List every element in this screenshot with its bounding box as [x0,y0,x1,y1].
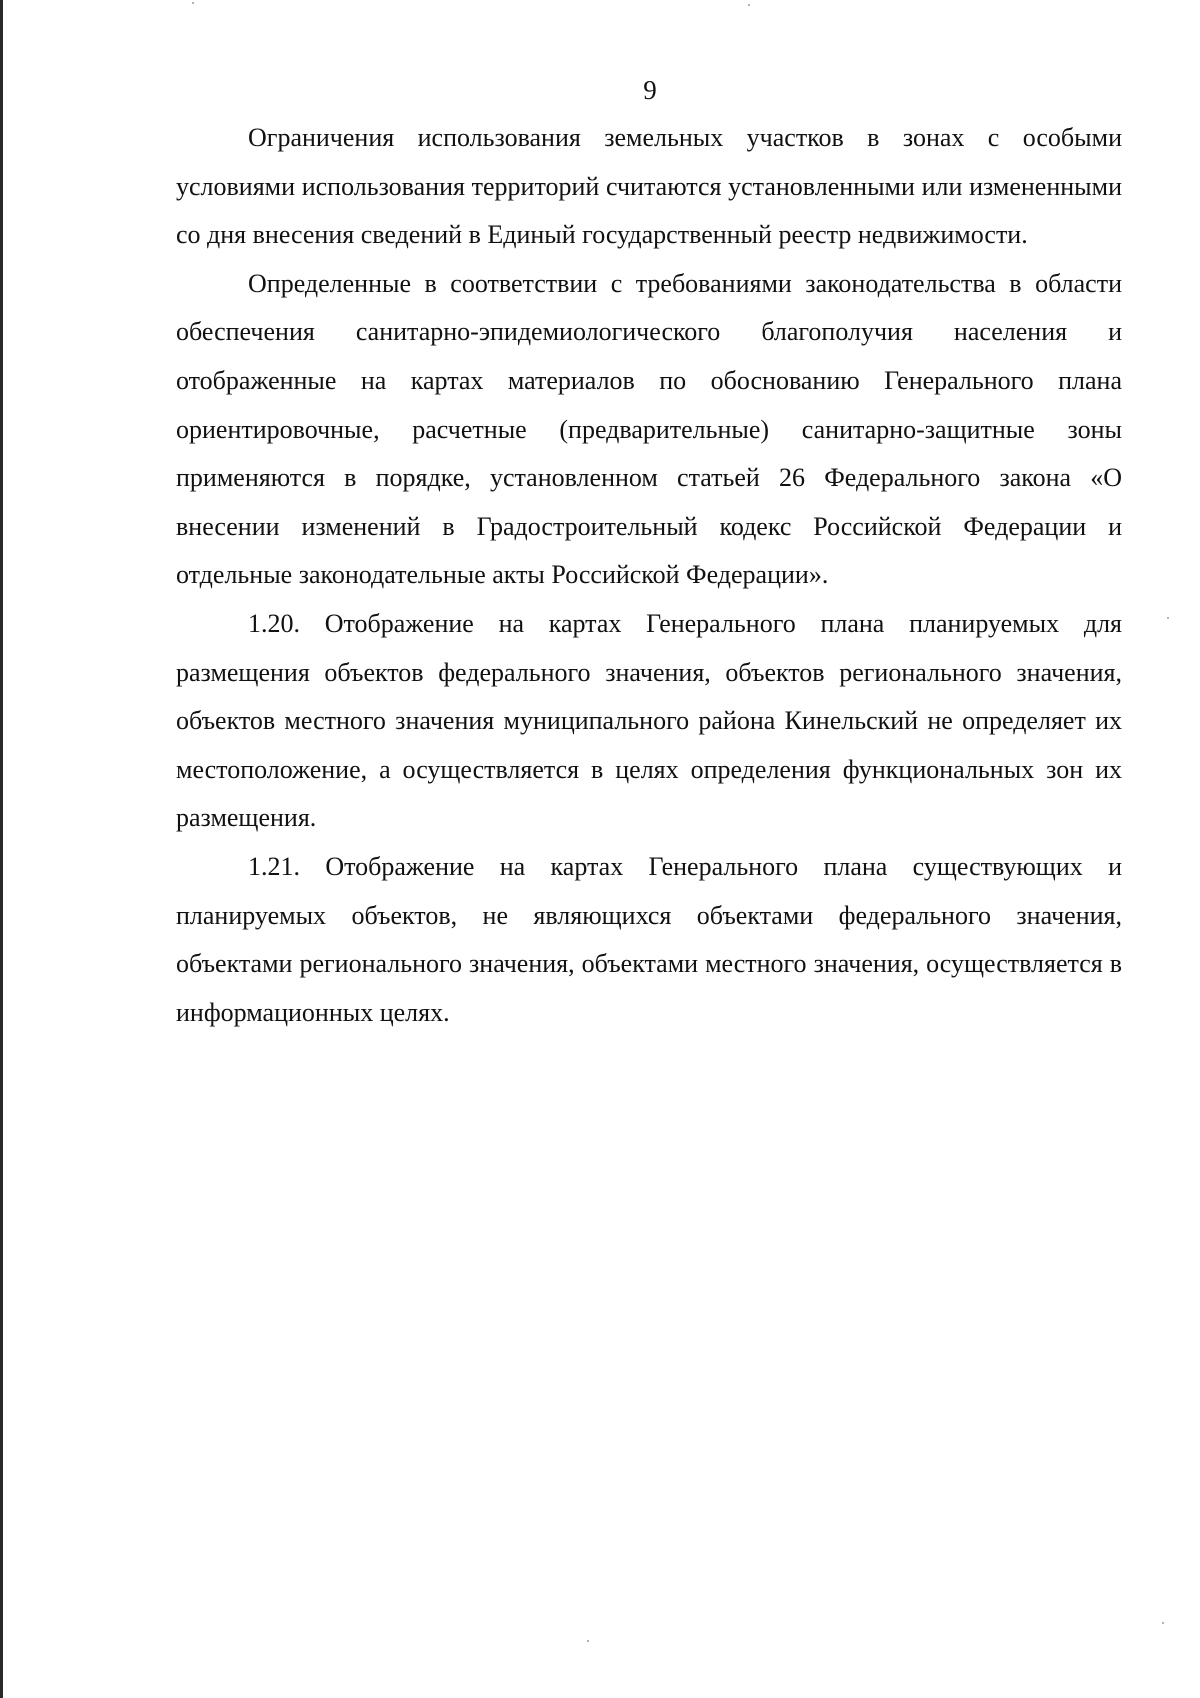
paragraph-zone-restrictions: Ограничения использования земельных участков в зонах с особыми условиями использования территорий считаются установленными или измененными со дня внесения сведений в Единый государственный реестр недвижимости. [176,123,1122,250]
paragraph-1-21: 1.21. Отображение на картах Генерального плана существующих и планируемых объектов, не являющихся объектами федерального значения, объектами регионального значения, объектами местного значения, осуществляется в информационных целях. [176,851,1122,1027]
scan-speck [587,1640,589,1642]
scan-left-edge [0,0,3,1698]
scan-speck [1167,617,1169,619]
document-body [176,114,1122,1037]
scan-speck [192,2,194,4]
paragraph-1-20: 1.20. Отображение на картах Генерального плана планируемых для размещения объектов федерального значения, объектов регионального значения, объектов местного значения муниципального района Кинельский не определяет их местоположение, а осуществляется в целях определения функциональных зон их размещения. [176,608,1122,833]
page-number: 9 [643,75,657,105]
paragraph-sanitary-zones: Определенные в соответствии с требованиями законодательства в области обеспечения санитарно-эпидемиологического благополучия населения и отображенные на картах материалов по обоснованию Генерального плана ориентировочные, расчетные (предварительные) санитарно-защитные зоны применяются в порядке, установленном статьей 26 Федерального закона «О внесении изменений в Градостроительный кодекс Российской Федерации и отдельные законодательные акты Российской Федерации». [176,268,1122,590]
scan-speck [748,4,750,6]
scan-speck [1162,1622,1164,1624]
